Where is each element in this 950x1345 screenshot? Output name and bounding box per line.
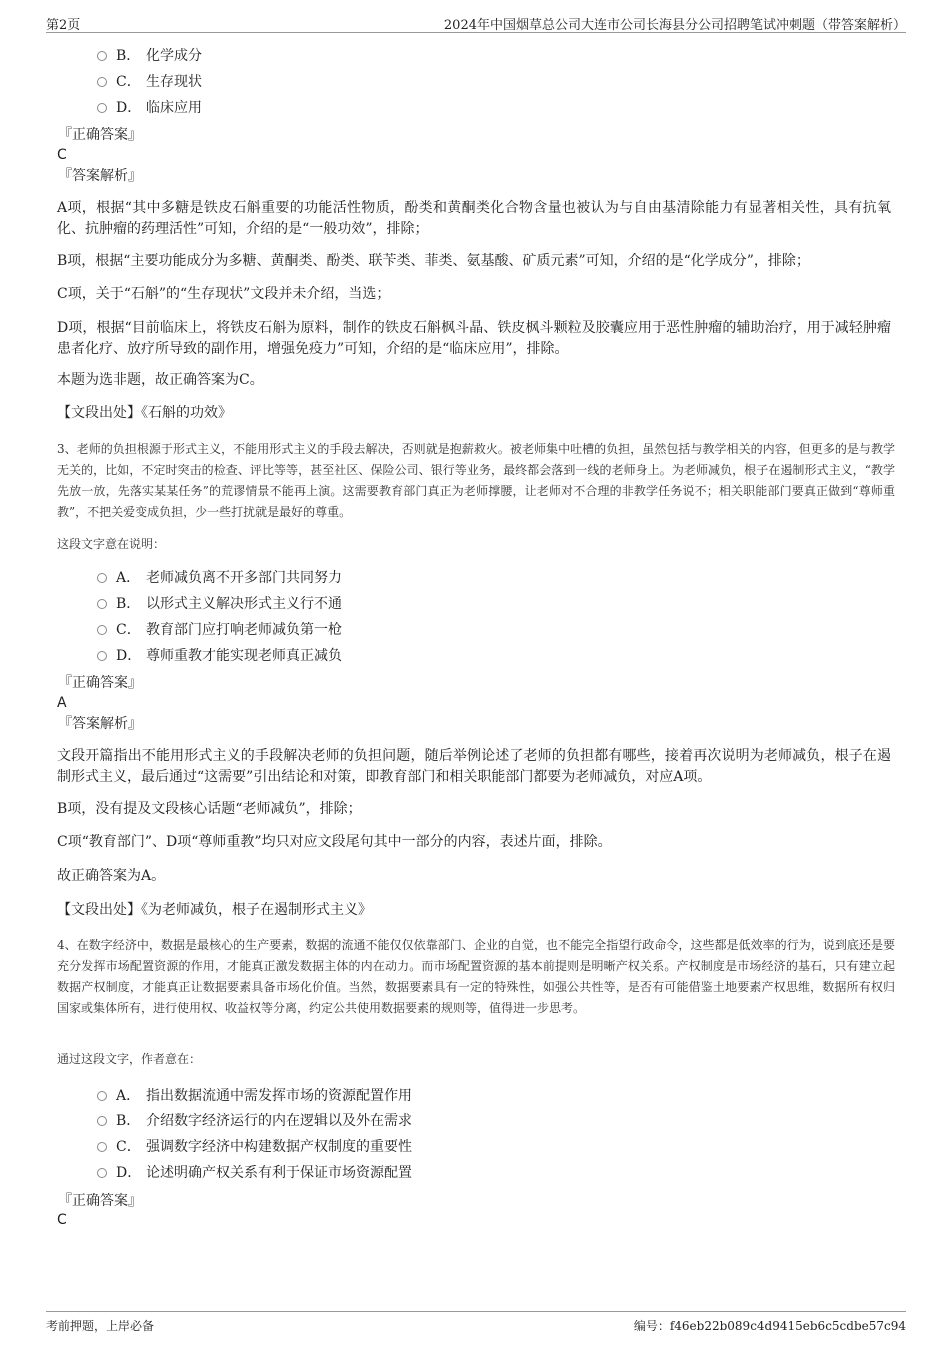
q3-answer: A <box>57 695 67 711</box>
q4-answer: C <box>57 1212 67 1228</box>
q2-analysis-b: B项，根据“主要功能成分为多糖、黄酮类、酚类、联苄类、菲类、氨基酸、矿质元素”可知，介绍的是“化学成分”，排除； <box>57 253 810 269</box>
radio-icon[interactable] <box>97 1091 107 1101</box>
radio-icon[interactable] <box>97 1142 107 1152</box>
q4-option-b[interactable]: B． 介绍数字经济运行的内在逻辑以及外在需求 <box>97 1112 412 1130</box>
radio-icon[interactable] <box>97 599 107 609</box>
q2-option-c[interactable]: C． 生存现状 <box>97 73 202 91</box>
radio-icon[interactable] <box>97 1116 107 1126</box>
q3-option-b[interactable]: B． 以形式主义解决形式主义行不通 <box>97 595 342 613</box>
q3-source: 【文段出处】《为老师减负，根子在遏制形式主义》 <box>57 902 372 918</box>
document-id: 编号：f46eb22b089c4d9415eb6c5cdbe57c94 <box>633 1319 906 1333</box>
radio-icon[interactable] <box>97 51 107 61</box>
page-number: 第2页 <box>46 18 81 33</box>
document-title: 2024年中国烟草总公司大连市公司长海县分公司招聘笔试冲刺题（带答案解析） <box>443 18 906 33</box>
q3-analysis-b: B项，没有提及文段核心话题“老师减负”，排除； <box>57 801 362 817</box>
radio-icon[interactable] <box>97 625 107 635</box>
q4-text: 4、在数字经济中，数据是最核心的生产要素，数据的流通不能仅仅依靠部门、企业的自觉，也不能完全指望行政命令，这些都是低效率的行为，说到底还是要充分发挥市场配置资源的作用，才能真正激发数据主体的内在动力。而市场配置资源的基本前提则是明晰产权关系。产权制度是市场经济的基石，只有建立起数据产权制度，才能真正让数据要素具备市场化价值。当然，数据要素具有一定的特殊性，如强公共性等，是否有可能借鉴土地要素产权思维，数据所有权归国家或集体所有，进行使用权、收益权等分离，约定公共使用数据要素的规则等，值得进一步思考。 <box>57 938 895 1015</box>
page-footer <box>46 1311 906 1336</box>
radio-icon[interactable] <box>97 77 107 87</box>
radio-icon[interactable] <box>97 103 107 113</box>
q2-option-b[interactable]: B． 化学成分 <box>97 47 202 65</box>
q2-answer: C <box>57 147 67 163</box>
q2-answer-label: 『正确答案』 <box>58 127 142 143</box>
q3-option-d[interactable]: D． 尊师重教才能实现老师真正减负 <box>97 647 342 665</box>
q4-option-d[interactable]: D． 论述明确产权关系有利于保证市场资源配置 <box>97 1164 412 1182</box>
radio-icon[interactable] <box>97 573 107 583</box>
q2-analysis-a: A项，根据“其中多糖是铁皮石斛重要的功能活性物质，酚类和黄酮类化合物含量也被认为与自由基清除能力有显著相关性，具有抗氧化、抗肿瘤的药理活性”可知，介绍的是“一般功效”，排除； <box>57 200 891 237</box>
q4-answer-label: 『正确答案』 <box>58 1193 142 1209</box>
q2-analysis-d: D项，根据“目前临床上，将铁皮石斛为原料，制作的铁皮石斛枫斗晶、铁皮枫斗颗粒及胶囊应用于恶性肿瘤的辅助治疗，用于减轻肿瘤患者化疗、放疗所导致的副作用，增强免疫力”可知，介绍的是“临床应用”，排除。 <box>57 320 891 357</box>
q3-analysis-cd: C项“教育部门”、D项“尊师重教”均只对应文段尾句其中一部分的内容，表述片面，排除。 <box>57 834 612 850</box>
page-header <box>46 10 906 33</box>
q3-text: 3、老师的负担根源于形式主义，不能用形式主义的手段去解决，否则就是抱薪救火。被老师集中吐槽的负担，虽然包括与教学相关的内容，但更多的是与教学无关的，比如，不定时突击的检查、评比等等，甚至社区、保险公司、银行等业务，最终都会落到一线的老师身上。为老师减负，根子在遏制形式主义，“教学先放一放，先落实某某任务”的荒谬情景不能再上演。这需要教育部门真正为老师撑腰，让老师对不合理的非教学任务说不；相关职能部门要真正做到“尊师重教”，不把关爱变成负担，少一些打扰就是最好的尊重。 <box>57 442 895 519</box>
footer-slogan: 考前押题，上岸必备 <box>46 1319 155 1333</box>
q2-analysis-c: C项，关于“石斛”的“生存现状”文段并未介绍，当选； <box>57 286 391 302</box>
q3-analysis-main: 文段开篇指出不能用形式主义的手段解决老师的负担问题，随后举例论述了老师的负担都有哪些，接着再次说明为老师减负，根子在遏制形式主义，最后通过“这需要”引出结论和对策，即教育部门和相关职能部门都要为老师减负，对应A项。 <box>57 748 891 785</box>
q3-conclusion: 故正确答案为A。 <box>57 868 166 884</box>
radio-icon[interactable] <box>97 1168 107 1178</box>
q3-option-c[interactable]: C． 教育部门应打响老师减负第一枪 <box>97 621 342 639</box>
q4-option-a[interactable]: A． 指出数据流通中需发挥市场的资源配置作用 <box>97 1087 412 1105</box>
q2-option-d[interactable]: D． 临床应用 <box>97 99 202 117</box>
radio-icon[interactable] <box>97 651 107 661</box>
q2-source: 【文段出处】《石斛的功效》 <box>57 405 232 421</box>
q4-option-c[interactable]: C． 强调数字经济中构建数据产权制度的重要性 <box>97 1138 412 1156</box>
q3-analysis-label: 『答案解析』 <box>58 716 142 732</box>
q3-prompt: 这段文字意在说明： <box>57 537 166 551</box>
q3-option-a[interactable]: A． 老师减负离不开多部门共同努力 <box>97 569 342 587</box>
q2-analysis-label: 『答案解析』 <box>58 168 142 184</box>
q3-answer-label: 『正确答案』 <box>58 675 142 691</box>
q2-conclusion: 本题为选非题，故正确答案为C。 <box>57 372 264 388</box>
q4-prompt: 通过这段文字，作者意在： <box>57 1052 202 1066</box>
